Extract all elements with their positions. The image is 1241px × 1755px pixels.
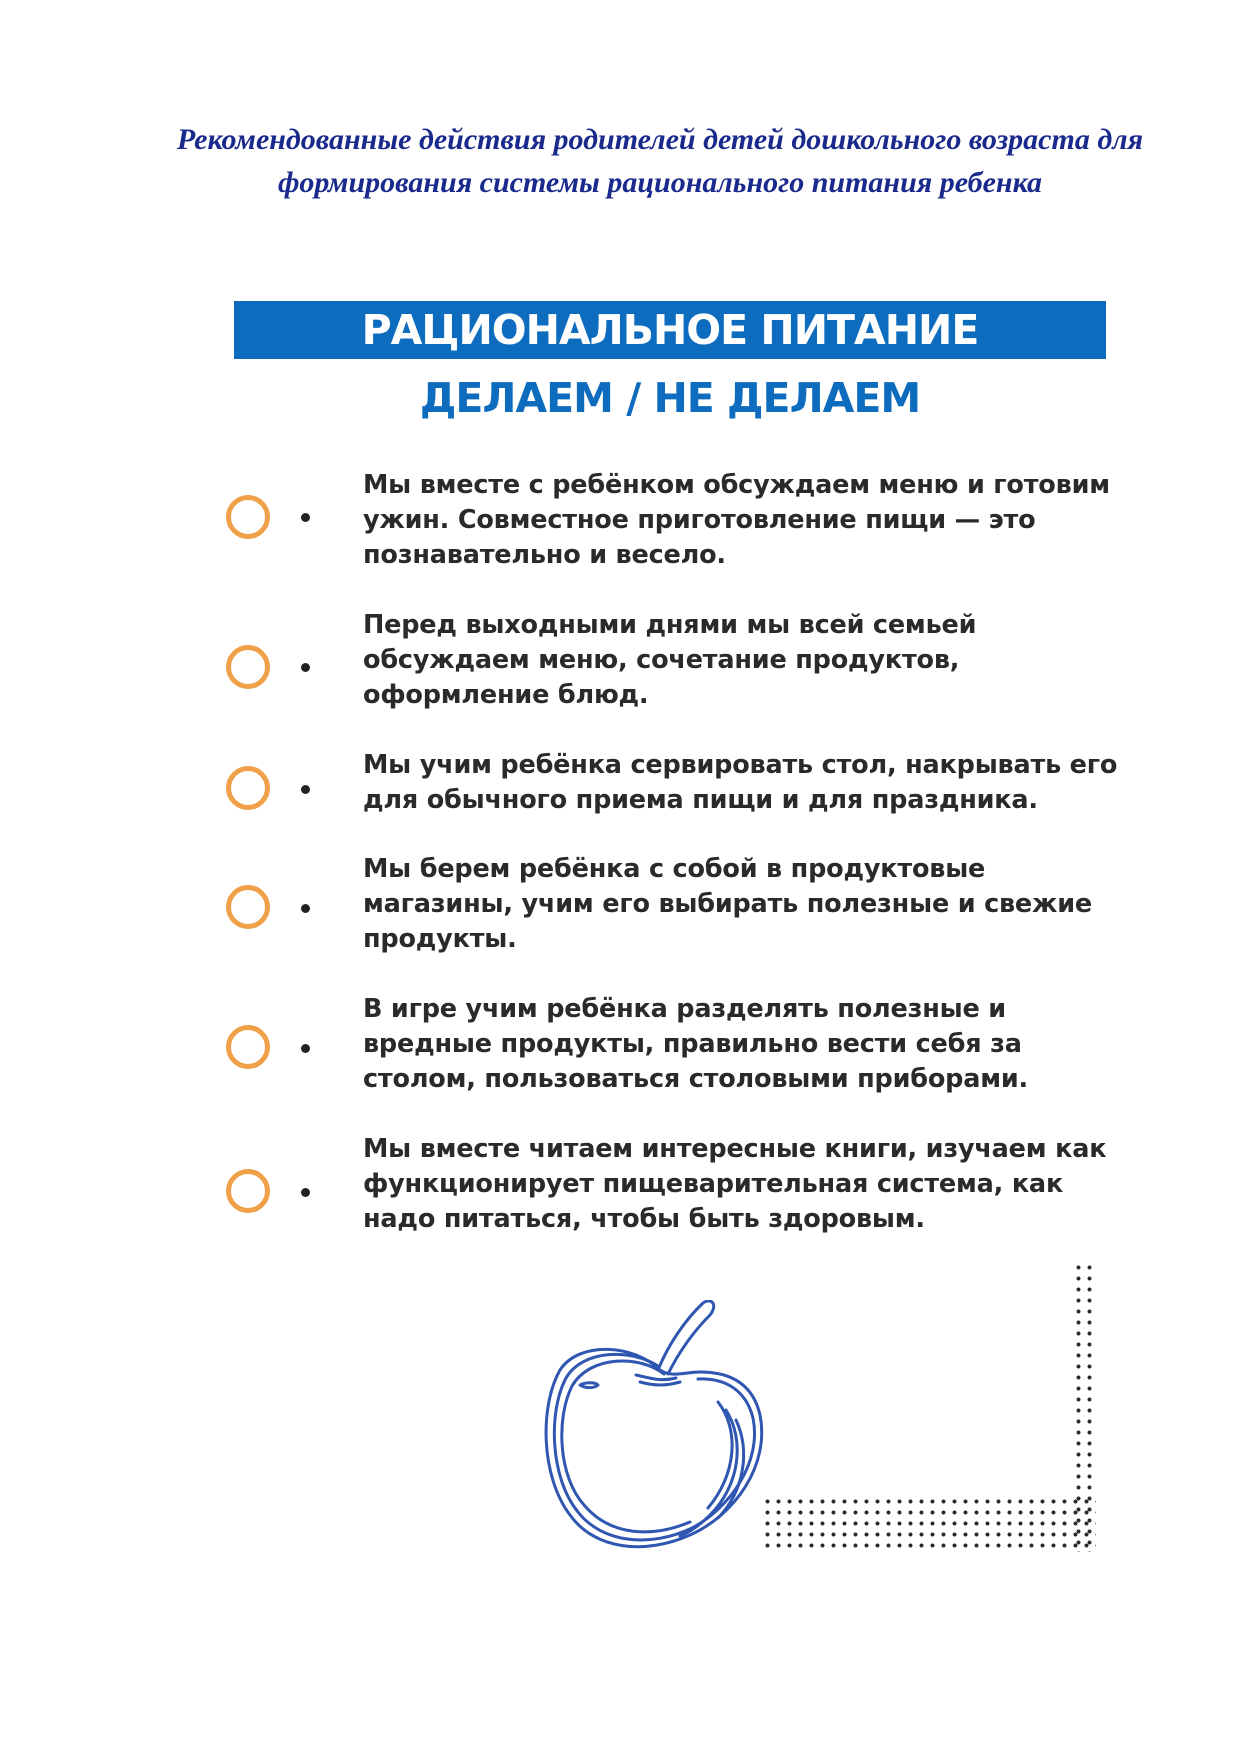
apple-sketch-icon	[540, 1300, 780, 1560]
document-title: Рекомендованные действия родителей детей дошкольного возраста для формирования системы рационального питания ребенка	[176, 123, 1144, 199]
bullet-dot-icon	[301, 785, 310, 794]
circle-outline-icon	[226, 1025, 270, 1069]
bullet-dot-icon	[301, 1188, 310, 1197]
list-item-text: Перед выходными днями мы всей семьей обсуждаем меню, сочетание продуктов, оформление блюд.	[363, 610, 977, 710]
dot-pattern-horizontal	[762, 1496, 1096, 1552]
banner-subtitle: ДЕЛАЕМ / НЕ ДЕЛАЕМ	[419, 374, 921, 422]
list-item-text: Мы берем ребёнка с собой в продуктовые магазины, учим его выбирать полезные и свежие продукты.	[363, 854, 1092, 954]
bullet-dot-icon	[301, 513, 310, 522]
list-item-text: В игре учим ребёнка разделять полезные и вредные продукты, правильно вести себя за столом, пользоваться столовыми приборами.	[363, 994, 1029, 1094]
circle-outline-icon	[226, 495, 270, 539]
bullet-dot-icon	[301, 1044, 310, 1053]
bullet-dot-icon	[301, 663, 310, 672]
circle-outline-icon	[226, 766, 270, 810]
list-item-text: Мы вместе с ребёнком обсуждаем меню и готовим ужин. Совместное приготовление пищи — это познавательно и весело.	[363, 470, 1110, 570]
circle-outline-icon	[226, 885, 270, 929]
circle-outline-icon	[226, 1169, 270, 1213]
banner-title: РАЦИОНАЛЬНОЕ ПИТАНИЕ	[361, 306, 979, 354]
banner	[234, 301, 1106, 359]
bullet-dot-icon	[301, 904, 310, 913]
circle-outline-icon	[226, 645, 270, 689]
list-item-text: Мы вместе читаем интересные книги, изучаем как функционирует пищеварительная система, как надо питаться, чтобы быть здоровым.	[363, 1134, 1107, 1234]
list-item-text: Мы учим ребёнка сервировать стол, накрывать его для обычного приема пищи и для праздника.	[363, 750, 1118, 815]
